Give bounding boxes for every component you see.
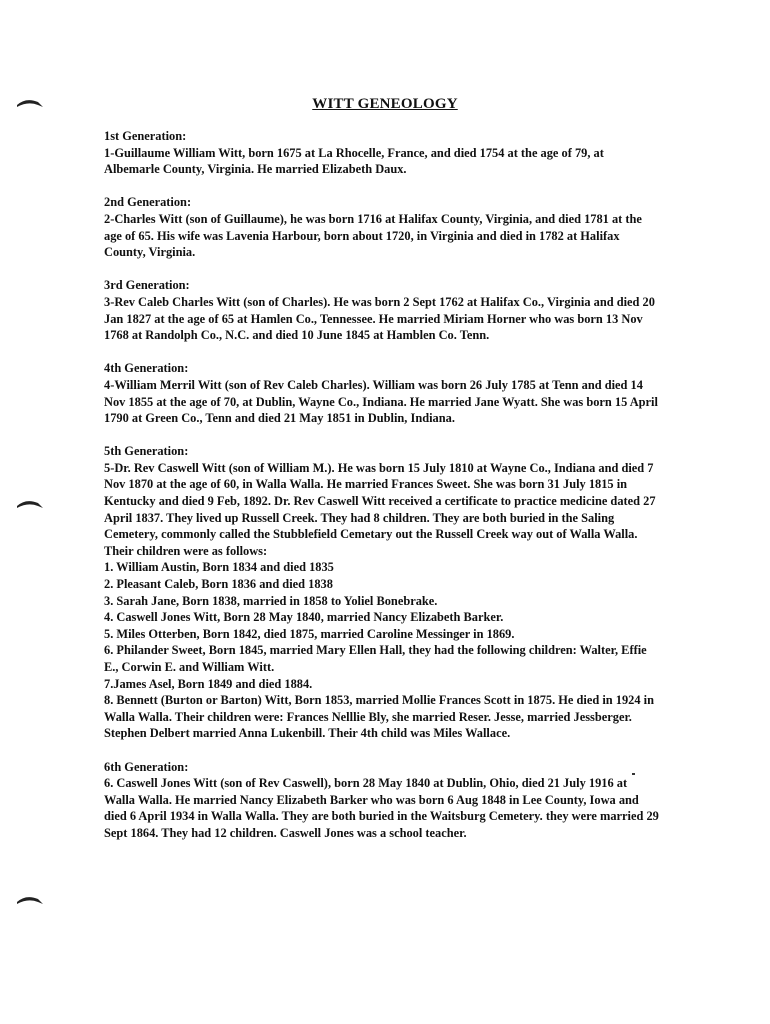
child-list-item: 4. Caswell Jones Witt, Born 28 May 1840, married Nancy Elizabeth Barker. (104, 610, 504, 625)
child-list-item: 8. Bennett (Burton or Barton) Witt, Born 1853, married Mollie Frances Scott in 1875. He died in 1924 in Walla Walla. Their children were: Frances Nelllie Bly, she married Reser. Jesse, married Jessberger. Stephen Delbert married Anna Lukenbill. Their 4th child was Miles Wallace. (104, 693, 654, 741)
child-list-item: 5. Miles Otterben, Born 1842, died 1875, married Caroline Messinger in 1869. (104, 626, 515, 641)
generation-text: 6. Caswell Jones Witt (son of Rev Caswell), born 28 May 1840 at Dublin, Ohio, died 21 July 1916 at Walla Walla. He married Nancy Elizabeth Barker who was born 6 Aug 1848 in Lee County, Iowa and died 6 April 1934 in Walla Walla. They are both buried in the Waitsburg Cemetery. they were married 29 Sept 1864. They had 12 children. Caswell Jones was a school teacher. (104, 776, 659, 840)
generation-text: 3-Rev Caleb Charles Witt (son of Charles). He was born 2 Sept 1762 at Halifax Co., Virginia and died 20 Jan 1827 at the age of 65 at Hamlen Co., Tennessee. He married Miriam Horner who was born 13 Nov 1768 at Randolph Co., N.C. and died 10 June 1845 at Hamblen Co. Tenn. (104, 294, 655, 343)
generation-text: 5-Dr. Rev Caswell Witt (son of William M.). He was born 15 July 1810 at Wayne Co., Indiana and died 7 Nov 1870 at the age of 60, in Walla Walla. He married Frances Sweet. She was born 31 July 1815 in Kentucky and died 9 Feb, 1892. Dr. Rev Caswell Witt received a certificate to practice medicine dated 27 April 1837. They lived up Russell Creek. They had 8 children. They are both buried in the Saling Cemetery, commonly called the Stubblefield Cemetary out the Russell Creek way out of Walla Walla. Their children were as follows: (104, 460, 656, 558)
generation-heading: 1st Generation: (104, 129, 187, 143)
generation-heading: 6th Generation: (104, 759, 189, 774)
generation-heading: 2nd Generation: (104, 195, 192, 210)
generation-heading: 4th Generation: (104, 361, 189, 376)
generation-2 (104, 194, 660, 260)
generation-text: 2-Charles Witt (son of Guillaume), he was born 1716 at Halifax County, Virginia, and died 1781 at the age of 65. His wife was Lavenia Harbour, born about 1720, in Virginia and died in 1782 at Halifax County, Virginia. (104, 211, 642, 260)
child-list-item: 3. Sarah Jane, Born 1838, married in 1858 to Yoliel Bonebrake. (104, 593, 438, 608)
generation-heading: 3rd Generation: (104, 278, 190, 293)
generation-5 (104, 443, 660, 742)
generation-text: 1-Guillaume William Witt, born 1675 at La Rhocelle, France, and died 1754 at the age of 79, at Albemarle County, Virginia. He married Elizabeth Daux. (104, 145, 604, 177)
child-list-item: 6. Philander Sweet, Born 1845, married Mary Ellen Hall, they had the following children: Walter, Effie E., Corwin E. and William Witt. (104, 643, 647, 674)
child-list-item: 2. Pleasant Caleb, Born 1836 and died 1838 (104, 577, 333, 592)
punch-hole-mark-bottom (16, 893, 44, 905)
generation-3 (104, 277, 660, 343)
document-title: WITT GENEOLOGY (312, 96, 458, 112)
genealogy-content (104, 128, 660, 858)
generation-4 (104, 360, 660, 426)
generation-text: 4-William Merril Witt (son of Rev Caleb Charles). William was born 26 July 1785 at Tenn and died 14 Nov 1855 at the age of 70, at Dublin, Wayne Co., Indiana. He married Jane Wyatt. She was born 15 April 1790 at Green Co., Tenn and died 21 May 1851 in Dublin, Indiana. (104, 377, 658, 426)
punch-hole-mark-middle (16, 497, 44, 509)
generation-6 (104, 759, 660, 842)
child-list-item: 7.James Asel, Born 1849 and died 1884. (104, 676, 313, 691)
generation-1 (104, 128, 660, 178)
child-list-item: 1. William Austin, Born 1834 and died 1835 (104, 560, 334, 575)
generation-heading: 5th Generation: (104, 444, 189, 459)
